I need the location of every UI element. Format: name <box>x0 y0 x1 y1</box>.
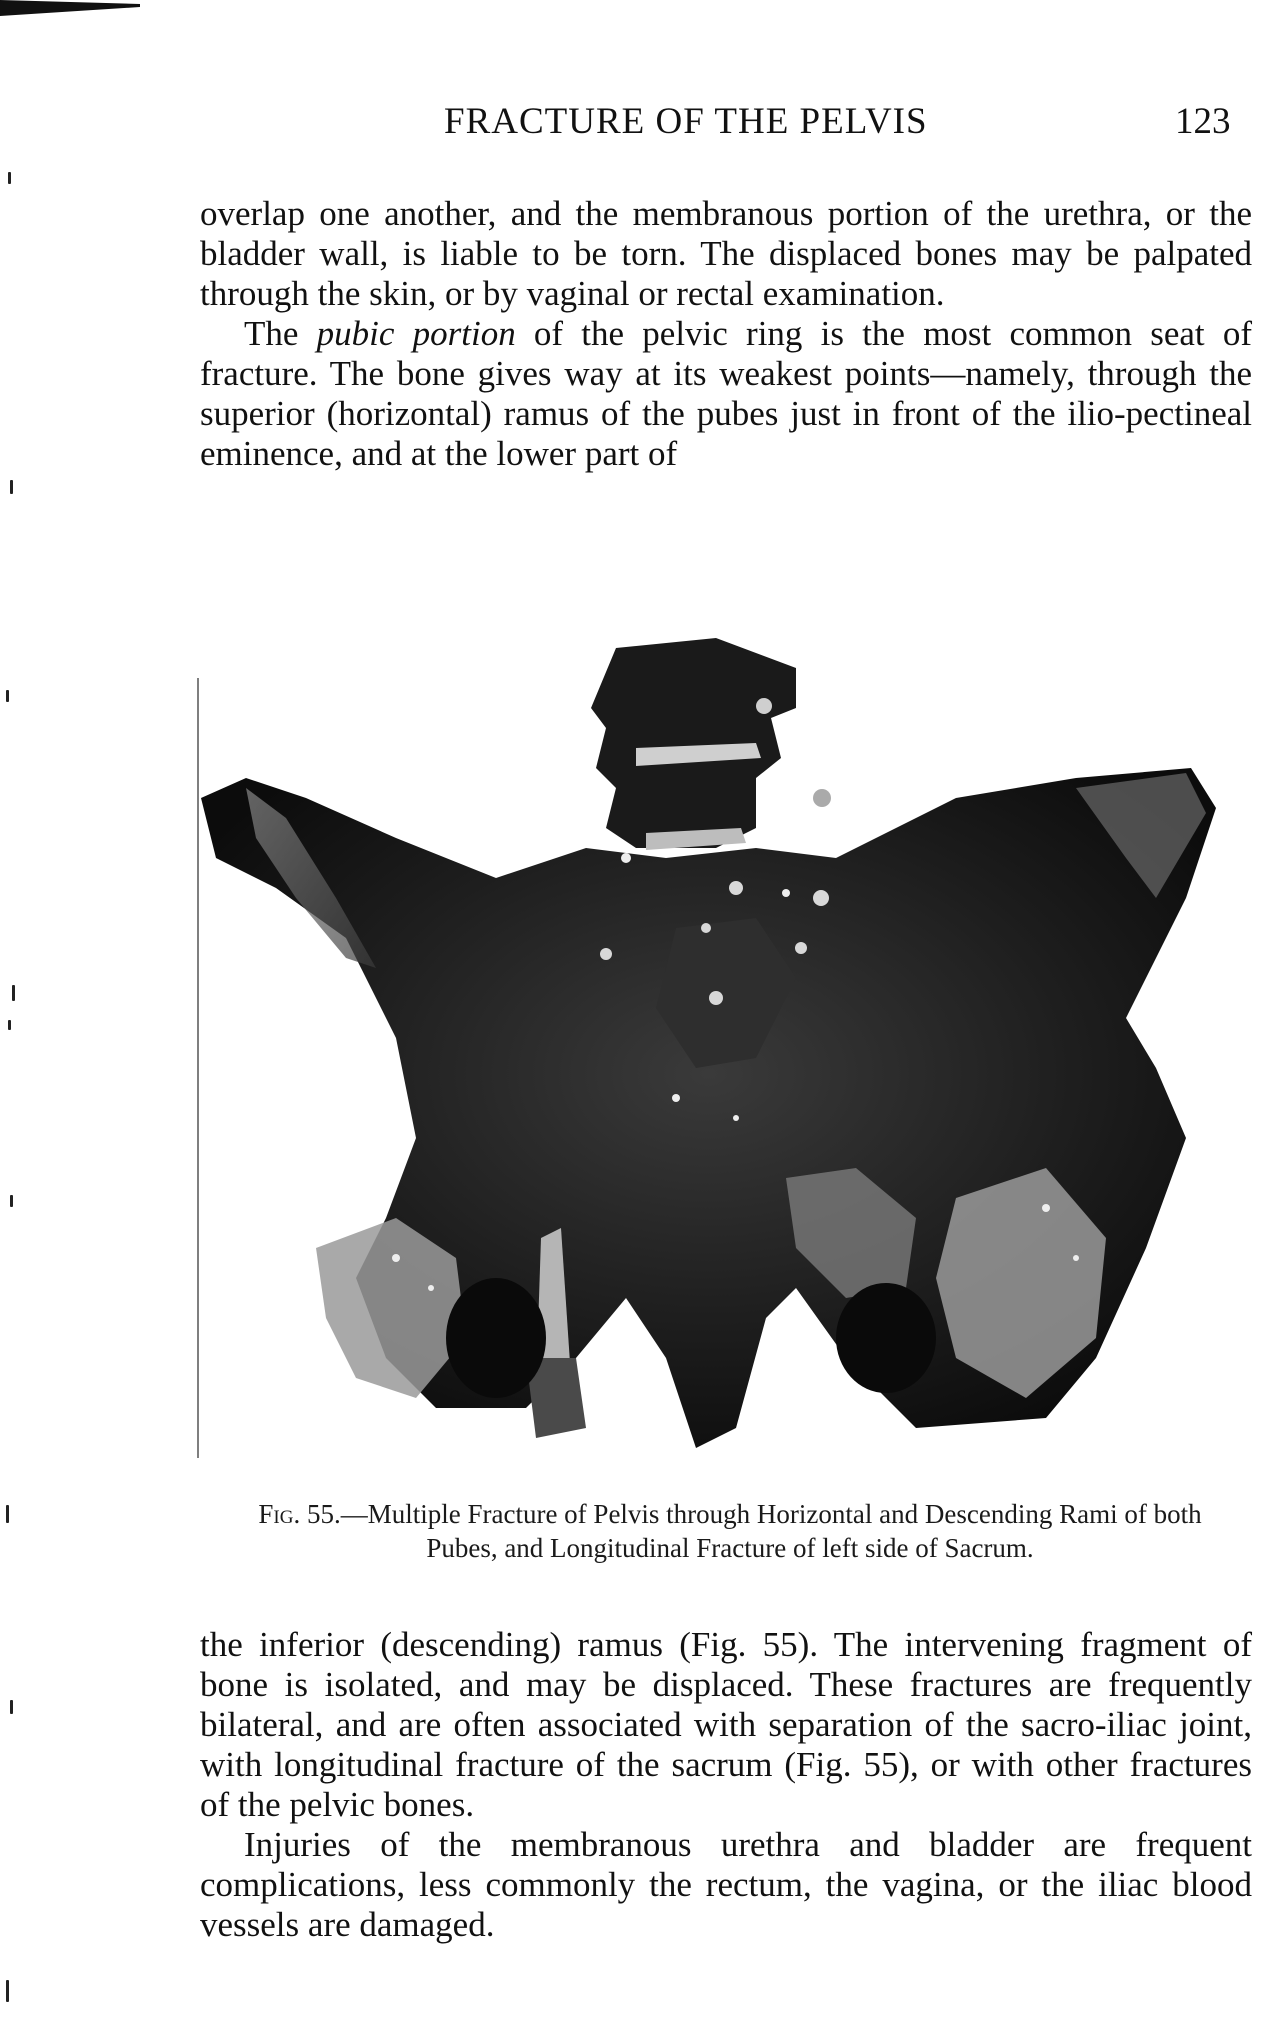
emphasis-pubic-portion: pubic portion <box>316 314 516 353</box>
paragraph: overlap one another, and the membranous portion of the urethra, or the bladder wall, is liable to be torn. The displaced bones may be palpated through the skin, or by vaginal or rectal examination. <box>200 194 1252 313</box>
text-run: The <box>244 314 317 353</box>
figure-pelvis-photo <box>196 598 1266 1478</box>
figure-caption-text: —Multiple Fracture of Pelvis through Horizontal and Descending Rami of both Pubes, and Longitudinal Fracture of left side of Sacrum. <box>340 1499 1202 1563</box>
scan-edge-mark <box>0 0 140 18</box>
paragraph <box>200 314 1252 474</box>
body-text-bottom <box>200 1625 1252 1945</box>
text-run: of the pelvic ring is the most common seat of fracture. The bone gives way at its weakest points—namely, through the superior (horizontal) ramus of the pubes just in front of the ilio-pectineal eminence, and at the lower part of <box>200 314 1252 473</box>
running-title: FRACTURE OF THE PELVIS <box>444 101 928 142</box>
page-number: 123 <box>1175 101 1231 142</box>
pelvis-fracture-image <box>196 598 1266 1478</box>
figure-label: Fig. 55. <box>258 1499 341 1529</box>
paragraph: Injuries of the membranous urethra and bladder are frequent complications, less commonly the rectum, the vagina, or the iliac blood vessels are damaged. <box>200 1825 1252 1944</box>
body-text-top <box>200 194 1252 474</box>
paragraph: the inferior (descending) ramus (Fig. 55). The intervening fragment of bone is isolated, and may be displaced. These fractures are frequently bilateral, and are often associated with separation of the sacro-iliac joint, with longitudinal fracture of the sacrum (Fig. 55), or with other fractures of the pelvic bones. <box>200 1625 1252 1824</box>
figure-caption <box>220 1497 1240 1565</box>
